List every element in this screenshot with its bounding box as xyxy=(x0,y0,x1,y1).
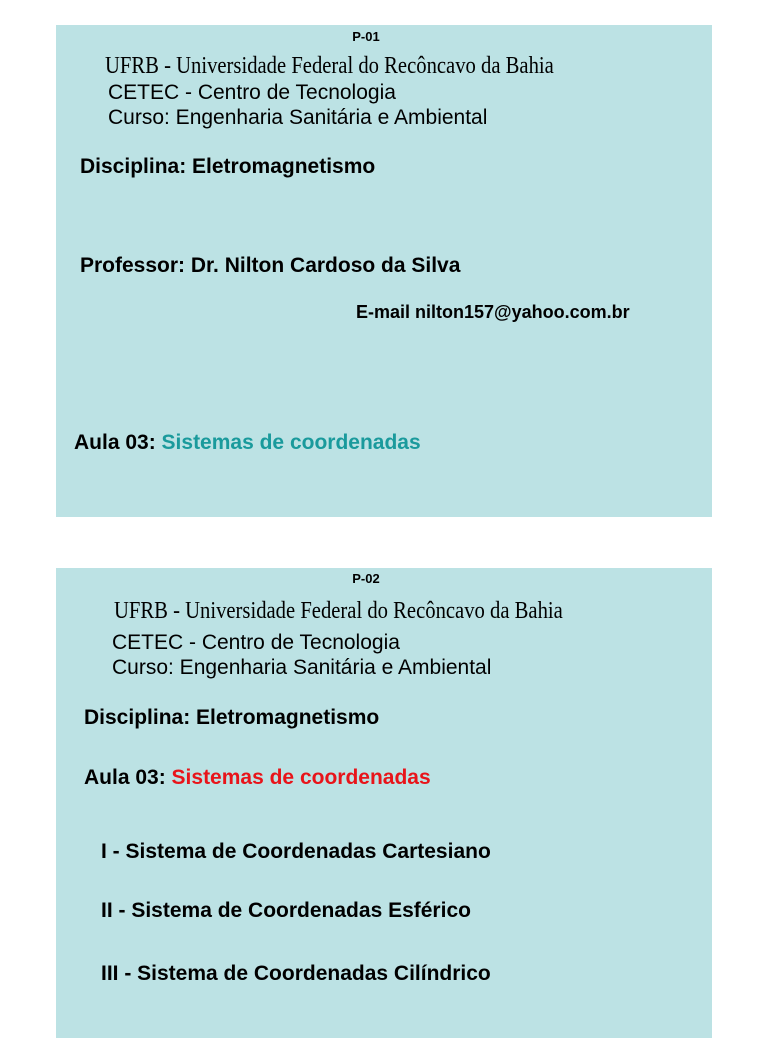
slide-p02 xyxy=(56,568,712,1038)
center-name: CETEC - Centro de Tecnologia xyxy=(112,631,400,654)
center-name: CETEC - Centro de Tecnologia xyxy=(108,81,396,104)
lesson-heading xyxy=(74,431,421,455)
topic-item: III - Sistema de Coordenadas Cilíndrico xyxy=(101,962,491,985)
email: E-mail nilton157@yahoo.com.br xyxy=(356,302,630,322)
lesson-title: Sistemas de coordenadas xyxy=(171,766,431,789)
page-number: P-02 xyxy=(352,571,380,586)
topic-item: I - Sistema de Coordenadas Cartesiano xyxy=(101,840,491,863)
discipline: Disciplina: Eletromagnetismo xyxy=(80,155,376,178)
lesson-title: Sistemas de coordenadas xyxy=(161,431,421,454)
university-name: UFRB - Universidade Federal do Recôncavo da Bahia xyxy=(105,53,554,79)
topic-item: II - Sistema de Coordenadas Esférico xyxy=(101,899,471,922)
slide-p01 xyxy=(56,25,712,517)
professor: Professor: Dr. Nilton Cardoso da Silva xyxy=(80,254,461,277)
lesson-heading xyxy=(84,766,431,790)
university-name: UFRB - Universidade Federal do Recôncavo da Bahia xyxy=(114,598,563,624)
lesson-prefix: Aula 03: xyxy=(84,766,166,789)
course-name: Curso: Engenharia Sanitária e Ambiental xyxy=(108,106,488,129)
page-number: P-01 xyxy=(352,29,380,44)
lesson-prefix: Aula 03: xyxy=(74,431,156,454)
course-name: Curso: Engenharia Sanitária e Ambiental xyxy=(112,656,492,679)
discipline: Disciplina: Eletromagnetismo xyxy=(84,706,380,729)
